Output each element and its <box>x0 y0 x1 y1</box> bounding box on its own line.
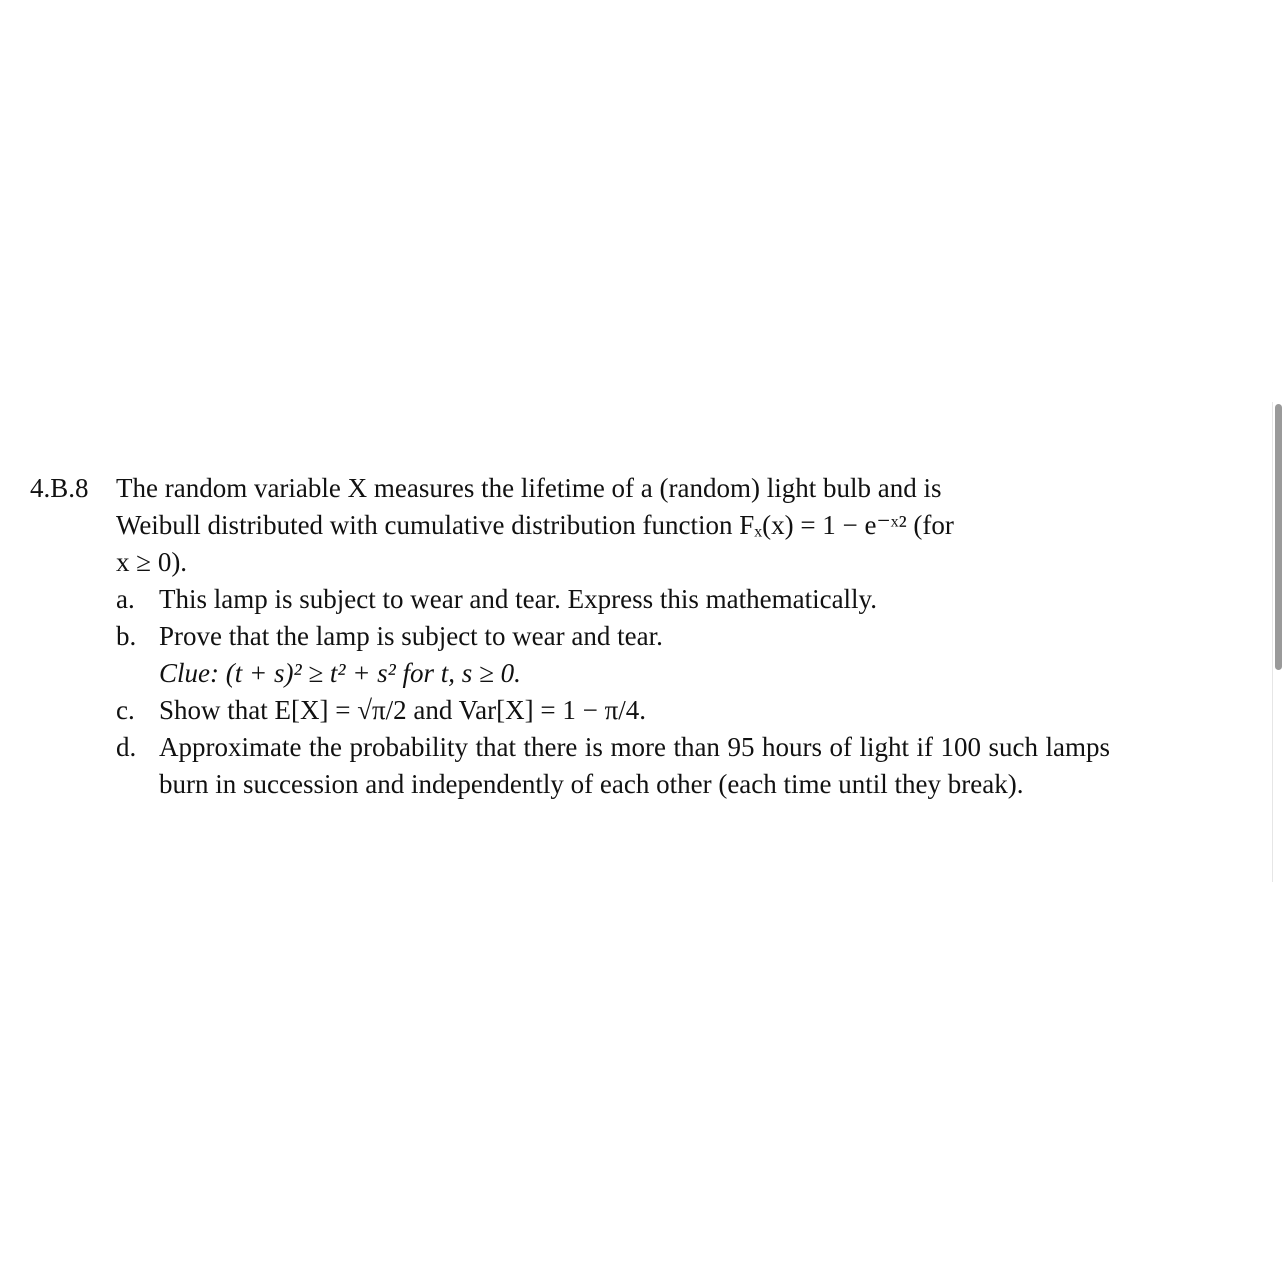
problem-number: 4.B.8 <box>30 473 89 503</box>
part-text: Show that E[X] = √π/2 and Var[X] = 1 − π/4. <box>159 695 646 725</box>
part-a <box>116 581 1110 618</box>
part-c <box>116 692 1110 729</box>
part-text: This lamp is subject to wear and tear. Express this mathematically. <box>159 584 878 614</box>
part-letter: c. <box>116 695 135 725</box>
problem-intro <box>116 470 1110 581</box>
part-letter: b. <box>116 621 137 651</box>
document-page <box>30 470 1110 803</box>
part-text: Approximate the probability that there is more than 95 hours of light if 100 such lamps burn in succession and independently of each other (each time until they break). <box>159 732 1110 799</box>
problem-statement <box>30 470 1110 803</box>
part-text: Prove that the lamp is subject to wear and tear. <box>159 621 663 651</box>
clue-text: Clue: (t + s)² ≥ t² + s² for t, s ≥ 0. <box>159 658 521 688</box>
scrollbar-thumb[interactable] <box>1275 404 1282 670</box>
problem-intro-line: The random variable X measures the lifetime of a (random) light bulb and is <box>116 473 942 503</box>
vertical-scrollbar[interactable] <box>1272 402 1284 882</box>
problem-intro-line: x ≥ 0). <box>116 547 188 577</box>
problem-intro-line: Weibull distributed with cumulative distribution function Fₓ(x) = 1 − e⁻ˣ² (for <box>116 510 954 540</box>
part-letter: d. <box>116 732 137 762</box>
part-d <box>116 729 1110 803</box>
part-b <box>116 618 1110 692</box>
part-letter: a. <box>116 584 135 614</box>
